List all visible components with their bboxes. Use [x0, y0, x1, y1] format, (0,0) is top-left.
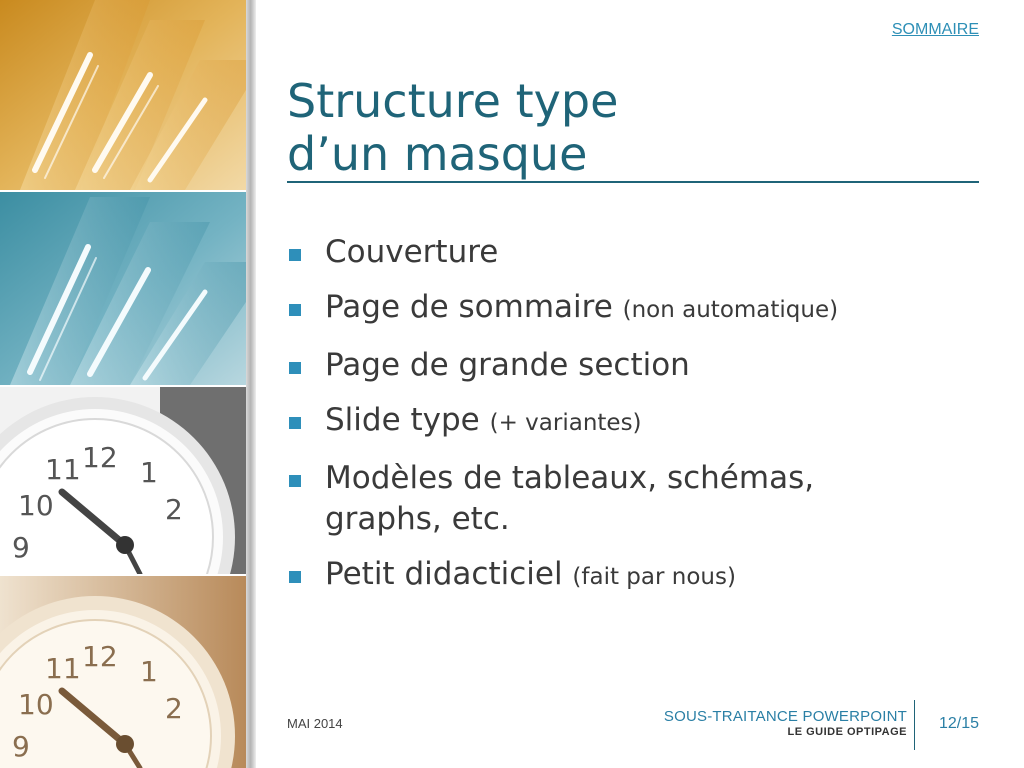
bullet-text: Page de sommaire — [325, 289, 613, 325]
square-bullet-icon — [289, 417, 301, 429]
teal-glass-slides-image — [0, 192, 246, 385]
footer-separator — [914, 700, 915, 750]
title-line-2: d’un masque — [287, 127, 588, 181]
footer-company: SOUS-TRAITANCE POWERPOINT — [663, 708, 907, 725]
bullet-text: Modèles de tableaux, schémas, graphs, etc. — [325, 460, 815, 537]
svg-text:11: 11 — [45, 652, 81, 685]
svg-text:2: 2 — [165, 692, 183, 725]
slide-title — [287, 75, 979, 181]
square-bullet-icon — [289, 475, 301, 487]
bullet-item — [287, 400, 937, 444]
bullet-item — [287, 232, 937, 273]
image-strip — [0, 0, 246, 768]
square-bullet-icon — [289, 304, 301, 316]
bullet-item — [287, 287, 937, 331]
bullet-note: (+ variantes) — [489, 410, 642, 436]
bullet-item — [287, 458, 937, 540]
svg-text:12: 12 — [82, 640, 118, 673]
svg-text:12: 12 — [82, 441, 118, 474]
page-number: 12/15 — [938, 715, 979, 732]
svg-text:2: 2 — [165, 493, 183, 526]
svg-text:10: 10 — [18, 688, 54, 721]
bullet-item — [287, 554, 937, 598]
footer-guide: LE GUIDE OPTIPAGE — [787, 726, 907, 738]
clock-image — [0, 387, 246, 574]
bullet-item — [287, 345, 937, 386]
svg-text:11: 11 — [45, 453, 81, 486]
svg-text:10: 10 — [18, 489, 54, 522]
bullet-note: (non automatique) — [622, 297, 839, 323]
footer-date: MAI 2014 — [287, 716, 343, 731]
svg-text:1: 1 — [140, 655, 158, 688]
svg-text:1: 1 — [140, 456, 158, 489]
title-line-1: Structure type — [287, 74, 619, 128]
bullet-text: Petit didacticiel — [325, 556, 563, 592]
bullet-text: Page de grande section — [325, 347, 690, 383]
square-bullet-icon — [289, 571, 301, 583]
summary-link[interactable]: SOMMAIRE — [891, 21, 979, 38]
footer-brand — [664, 708, 907, 738]
bullet-note: (fait par nous) — [572, 564, 736, 590]
square-bullet-icon — [289, 249, 301, 261]
bullet-list — [287, 232, 937, 612]
sepia-clock-image — [0, 576, 246, 768]
svg-text:9: 9 — [12, 730, 30, 763]
gold-glass-slides-image — [0, 0, 246, 190]
bullet-text: Slide type — [325, 402, 480, 438]
square-bullet-icon — [289, 362, 301, 374]
strip-divider — [246, 0, 256, 768]
svg-text:9: 9 — [12, 531, 30, 564]
title-underline — [287, 181, 979, 183]
bullet-text: Couverture — [325, 234, 499, 270]
